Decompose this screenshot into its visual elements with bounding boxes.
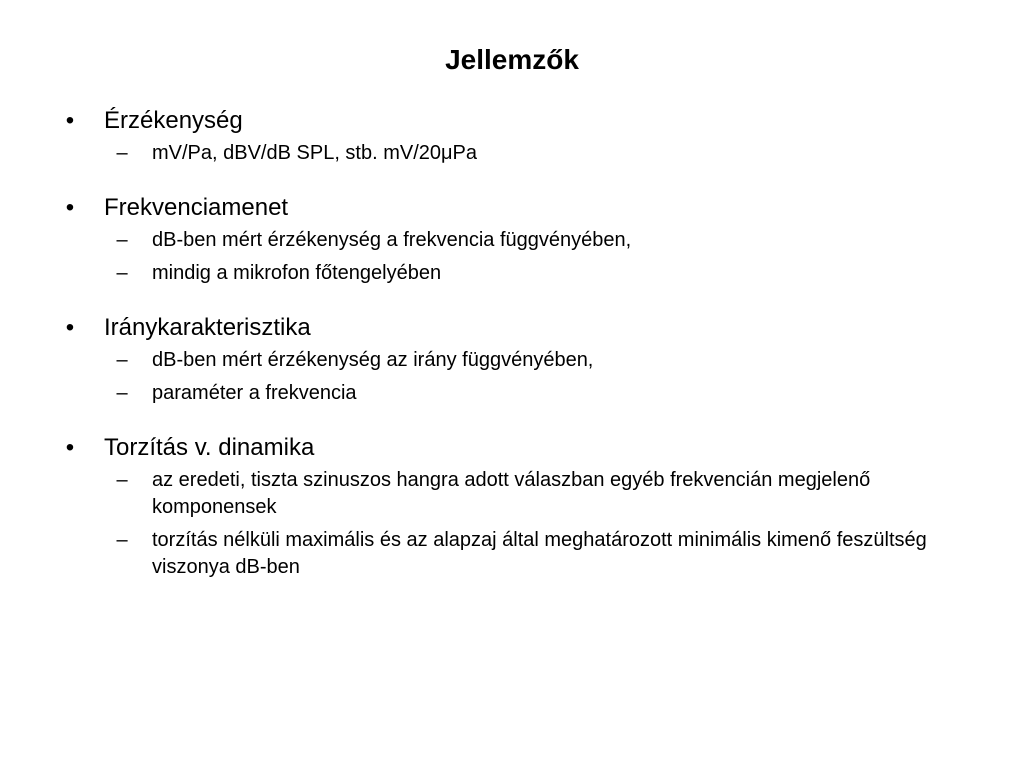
sub-item bbox=[60, 467, 980, 521]
slide-content bbox=[60, 104, 980, 605]
bullet-text: Frekvenciamenet bbox=[104, 194, 289, 221]
section-sensitivity bbox=[60, 104, 980, 167]
bullet-text: Torzítás v. dinamika bbox=[104, 434, 315, 461]
sub-item bbox=[60, 380, 980, 407]
bullet-item bbox=[60, 191, 980, 225]
dash-marker: – bbox=[116, 229, 128, 251]
section-frequency-response bbox=[60, 191, 980, 287]
dash-marker: – bbox=[116, 142, 128, 164]
bullet-text: Iránykarakterisztika bbox=[104, 314, 311, 341]
dash-marker: – bbox=[116, 262, 128, 284]
bullet-marker: • bbox=[65, 194, 75, 221]
bullet-item bbox=[60, 431, 980, 465]
dash-marker: – bbox=[116, 469, 128, 491]
dash-marker: – bbox=[116, 349, 128, 371]
sub-item-text: mindig a mikrofon főtengelyében bbox=[152, 262, 442, 284]
sub-item bbox=[60, 140, 980, 167]
dash-marker: – bbox=[116, 382, 128, 404]
sub-item-text: dB-ben mért érzékenység a frekvencia függvényében, bbox=[152, 229, 632, 251]
section-distortion bbox=[60, 431, 980, 581]
bullet-text: Érzékenység bbox=[104, 107, 243, 134]
bullet-marker: • bbox=[65, 107, 75, 134]
sub-item-text: torzítás nélküli maximális és az alapzaj által meghatározott minimális kimenő feszültség viszonya dB-ben bbox=[152, 529, 927, 578]
sub-item bbox=[60, 227, 980, 254]
sub-item bbox=[60, 347, 980, 374]
section-directivity bbox=[60, 311, 980, 407]
sub-item-text: az eredeti, tiszta szinuszos hangra adott válaszban egyéb frekvencián megjelenő komponensek bbox=[152, 469, 871, 518]
bullet-item bbox=[60, 104, 980, 138]
bullet-marker: • bbox=[65, 434, 75, 461]
slide-title: Jellemzők bbox=[445, 44, 579, 75]
sub-item bbox=[60, 527, 980, 581]
sub-item-text: paraméter a frekvencia bbox=[152, 382, 357, 404]
bullet-marker: • bbox=[65, 314, 75, 341]
sub-item-text: mV/Pa, dBV/dB SPL, stb. mV/20μPa bbox=[152, 142, 478, 164]
dash-marker: – bbox=[116, 529, 128, 551]
bullet-item bbox=[60, 311, 980, 345]
sub-item bbox=[60, 260, 980, 287]
sub-item-text: dB-ben mért érzékenység az irány függvényében, bbox=[152, 349, 594, 371]
